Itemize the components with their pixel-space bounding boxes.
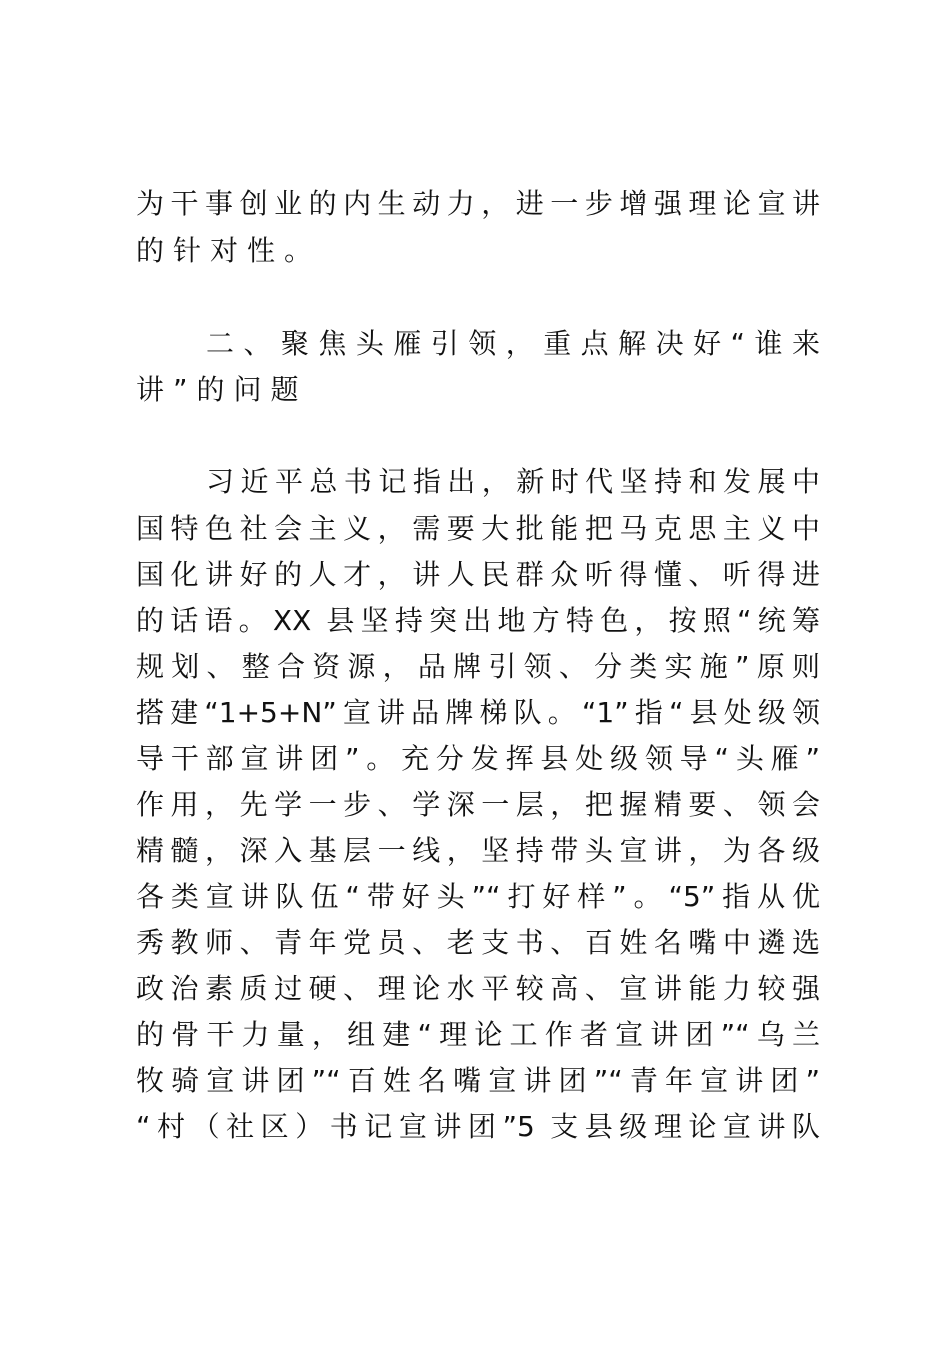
paragraph-line: 的骨干力量，组建“理论工作者宣讲团”“乌兰	[136, 1018, 820, 1051]
paragraph-line: 为干事创业的内生动力，进一步增强理论宣讲	[136, 187, 820, 220]
paragraph-line: 习近平总书记指出，新时代坚持和发展中	[206, 465, 820, 498]
paragraph-line: 牧骑宣讲团”“百姓名嘴宣讲团”“青年宣讲团”	[136, 1064, 820, 1097]
paragraph-line: 国特色社会主义，需要大批能把马克思主义中	[136, 512, 820, 545]
section-heading: 讲”的问题	[136, 373, 308, 406]
paragraph-line: 各类宣讲队伍“带好头”“打好样”。“5”指从优	[136, 880, 820, 913]
paragraph-line: 导干部宣讲团”。充分发挥县处级领导“头雁”	[136, 742, 820, 775]
paragraph-line: 秀教师、青年党员、老支书、百姓名嘴中遴选	[136, 926, 820, 959]
paragraph-line: 国化讲好的人才，讲人民群众听得懂、听得进	[136, 558, 820, 591]
paragraph-line: 的话语。XX 县坚持突出地方特色，按照“统筹	[136, 604, 820, 637]
paragraph-line: “村（社区）书记宣讲团”5 支县级理论宣讲队	[136, 1110, 820, 1143]
paragraph-line: 作用，先学一步、学深一层，把握精要、领会	[136, 788, 820, 821]
paragraph-line: 搭建“1+5+N”宣讲品牌梯队。“1”指“县处级领	[136, 696, 820, 729]
paragraph-line: 精髓，深入基层一线，坚持带头宣讲，为各级	[136, 834, 820, 867]
section-heading: 二、聚焦头雁引领，重点解决好“谁来	[206, 327, 820, 360]
paragraph-line: 的针对性。	[136, 234, 322, 267]
paragraph-line: 政治素质过硬、理论水平较高、宣讲能力较强	[136, 972, 820, 1005]
paragraph-line: 规划、整合资源，品牌引领、分类实施”原则	[136, 650, 820, 683]
